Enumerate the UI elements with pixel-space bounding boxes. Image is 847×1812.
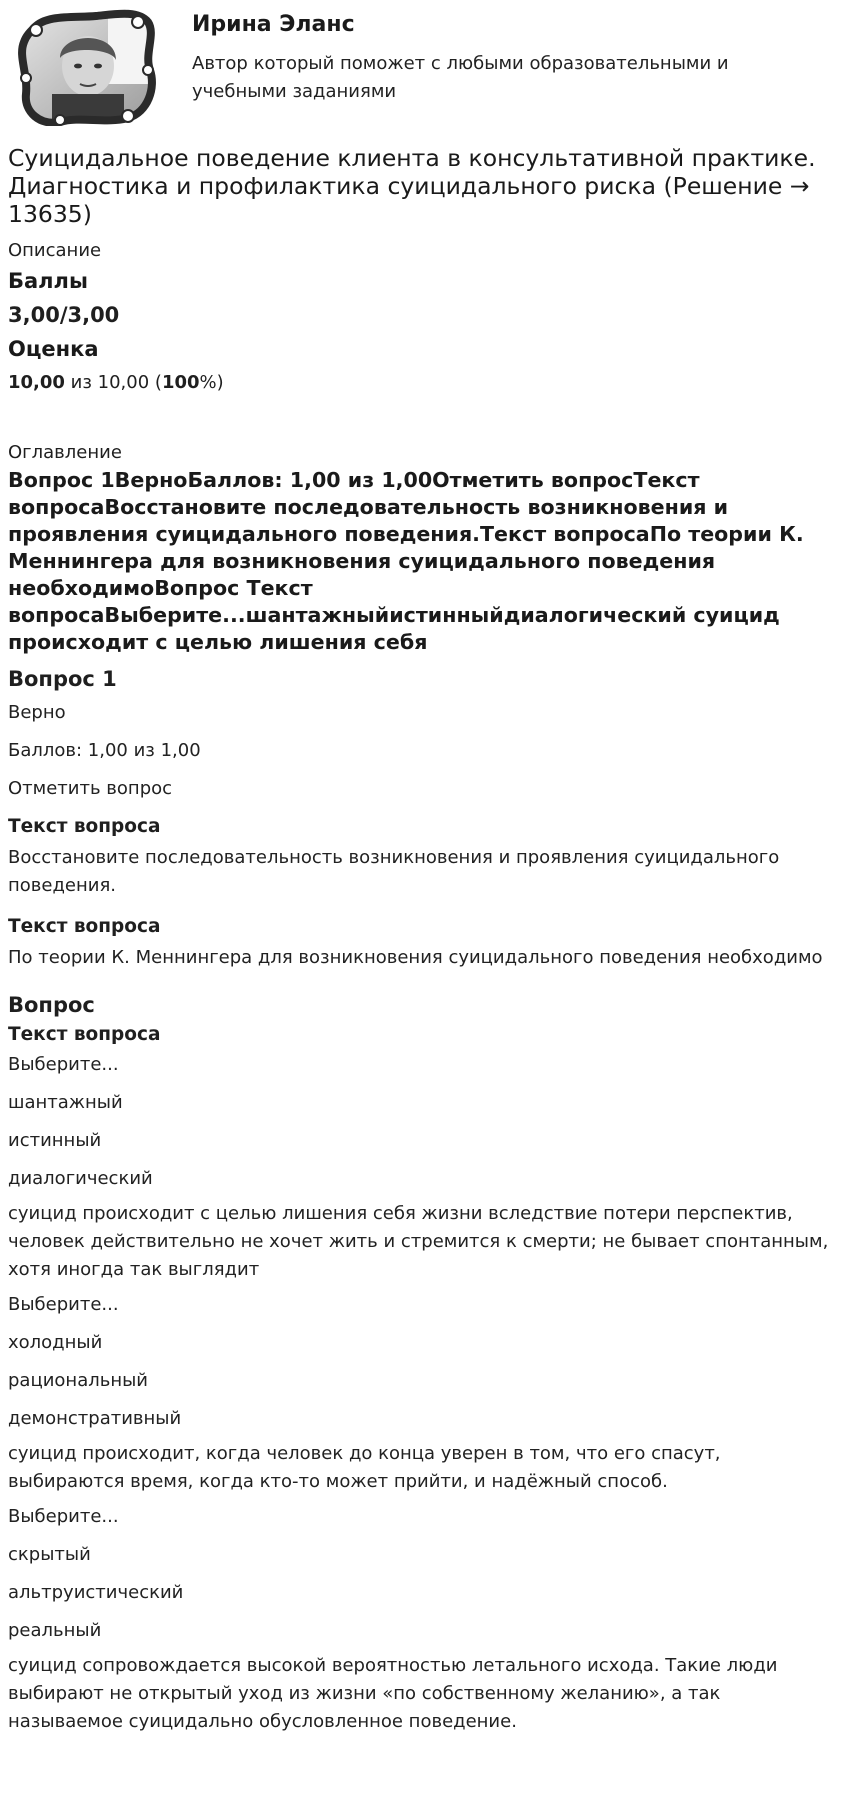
answer-group-1 — [8, 1054, 839, 1284]
grade-label: Оценка — [8, 337, 99, 361]
question-text-label: Текст вопроса — [8, 916, 161, 937]
question-text-label: Текст вопроса — [8, 816, 161, 837]
answer-option[interactable]: альтруистический — [8, 1582, 184, 1603]
points-value: 3,00/3,00 — [8, 303, 120, 327]
grade-score: 10,00 — [8, 372, 65, 393]
answer-option[interactable]: холодный — [8, 1332, 103, 1353]
toc-label: Оглавление — [8, 442, 122, 463]
question-1-points: Баллов: 1,00 из 1,00 — [8, 740, 201, 761]
description-label: Описание — [8, 240, 102, 261]
author-name[interactable]: Ирина Эланс — [192, 12, 355, 37]
question-1-title: Вопрос 1 — [8, 667, 117, 691]
answer-group-2 — [8, 1294, 839, 1496]
answer-description: суицид сопровождается высокой вероятностью летального исхода. Такие люди выбирают не открытый уход из жизни «по собственному желанию», а так называемое суицидально обусловленное поведение. — [8, 1655, 778, 1732]
answer-option[interactable]: демонстративный — [8, 1408, 182, 1429]
author-description: Автор который поможет с любыми образовательными и учебными заданиями — [192, 53, 729, 102]
answer-option[interactable]: шантажный — [8, 1092, 123, 1113]
answer-option[interactable]: диалогический — [8, 1168, 153, 1189]
question-text-label: Текст вопроса — [8, 1024, 161, 1045]
author-card — [8, 0, 839, 130]
document-title: Суицидальное поведение клиента в консультативной практике. Диагностика и профилактика суицидального риска (Решение → 13635) — [8, 144, 816, 228]
toc-content: Вопрос 1ВерноБаллов: 1,00 из 1,00Отметить вопросТекст вопросаВосстановите последовательность возникновения и проявления суицидального поведения.Текст вопросаПо теории К. Меннингера для возникновения суицидального поведения необходимоВопрос Текст вопросаВыберите...шантажныйистинныйдиалогический суицид происходит с целью лишения себя — [8, 468, 804, 654]
question-text: Восстановите последовательность возникновения и проявления суицидального поведения. — [8, 847, 780, 896]
answer-option[interactable]: истинный — [8, 1130, 102, 1151]
grade-of-text: из 10,00 ( — [64, 372, 162, 393]
answer-option[interactable]: реальный — [8, 1620, 102, 1641]
grade-percent: 100 — [161, 372, 200, 393]
answer-select[interactable]: Выберите... — [8, 1506, 119, 1527]
answer-option[interactable]: рациональный — [8, 1370, 149, 1391]
points-label: Баллы — [8, 269, 88, 293]
answer-description: суицид происходит, когда человек до конца уверен в том, что его спасут, выбираются время, когда кто-то может прийти, и надёжный способ. — [8, 1443, 721, 1492]
answer-description: суицид происходит с целью лишения себя жизни вследствие потери перспектив, человек действительно не хочет жить и стремится к смерти; не бывает спонтанным, хотя иногда так выглядит — [8, 1203, 829, 1280]
flag-question-link[interactable]: Отметить вопрос — [8, 778, 173, 799]
answer-option[interactable]: скрытый — [8, 1544, 91, 1565]
answer-group-3 — [8, 1506, 839, 1736]
grade-value — [8, 372, 839, 394]
question-text: По теории К. Меннингера для возникновения суицидального поведения необходимо — [8, 947, 823, 968]
answer-select[interactable]: Выберите... — [8, 1054, 119, 1075]
question-1-status: Верно — [8, 702, 66, 723]
question-2-title: Вопрос — [8, 993, 95, 1017]
answer-select[interactable]: Выберите... — [8, 1294, 119, 1315]
grade-close: %) — [199, 372, 224, 393]
author-avatar[interactable] — [16, 8, 156, 126]
